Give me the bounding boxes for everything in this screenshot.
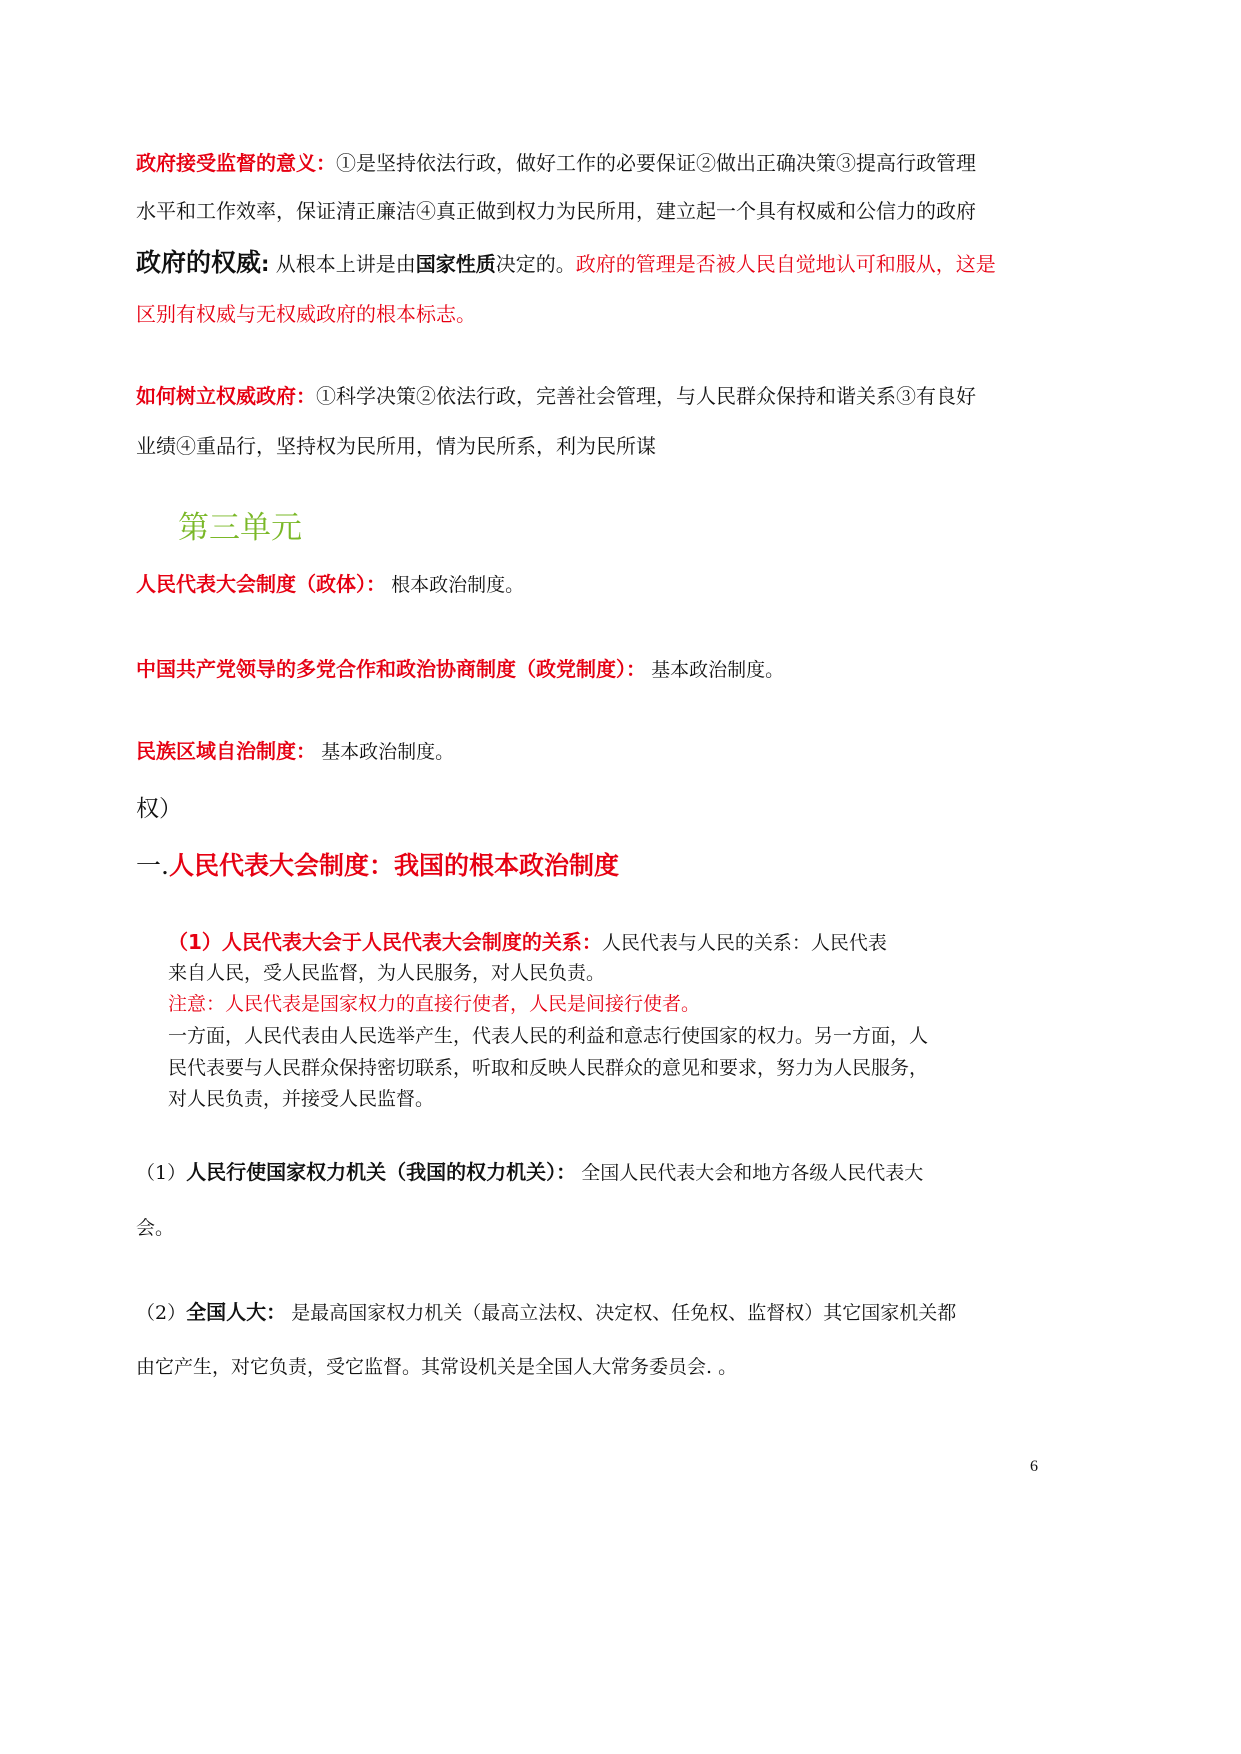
government-authority-heading: 政府的权威: [136, 248, 262, 277]
system-heading-3: 民族区域自治制度：: [136, 739, 316, 763]
system-line-3: [136, 735, 454, 764]
power-organ-heading: 人民行使国家权力机关（我国的权力机关）：: [186, 1160, 577, 1184]
system-body-1: 根本政治制度。: [391, 574, 525, 596]
government-authority-text: 从根本上讲是由: [269, 252, 416, 276]
establish-authority-heading: 如何树立权威政府：: [136, 384, 316, 408]
government-authority-line-1: [136, 243, 996, 279]
government-authority-red-text-2: 区别有权威与无权威政府的根本标志。: [136, 302, 476, 326]
relationship-text-5: 对人民负责，并接受人民监督。: [168, 1088, 435, 1110]
establish-authority-line-2: 业绩④重品行，坚持权为民所用，情为民所系，利为民所谋: [136, 434, 656, 458]
system-heading-1: 人民代表大会制度（政体）：: [136, 572, 386, 596]
relationship-text-2: 来自人民，受人民监督，为人民服务，对人民负责。: [168, 962, 606, 984]
unit-title: 第三单元: [178, 510, 302, 546]
relationship-note: 注意：人民代表是国家权力的直接行使者，人民是间接行使者。: [168, 993, 701, 1015]
npc-text-2: 由它产生，对它负责，受它监督。其常设机关是全国人大常务委员会. 。: [136, 1356, 738, 1378]
power-organ-line-1: [136, 1156, 923, 1185]
relationship-text-1: 人民代表与人民的关系：人民代表: [601, 932, 887, 954]
government-authority-keyword: 国家性质: [415, 252, 496, 276]
supervision-significance-text-1: ①是坚持依法行政，做好工作的必要保证②做出正确决策③提高行政管理: [336, 151, 976, 175]
npc-text-1: 是最高国家权力机关（最高立法权、决定权、任免权、监督权）其它国家机关都: [291, 1302, 957, 1324]
power-organ-text-2: 会。: [136, 1217, 175, 1239]
system-line-2: [136, 653, 784, 682]
government-authority-colon: :: [261, 252, 270, 276]
section-one-heading: [136, 846, 619, 882]
stray-text: 权）: [136, 796, 182, 822]
power-organ-text-1: 全国人民代表大会和地方各级人民代表大: [581, 1162, 924, 1184]
npc-number: （2）: [136, 1302, 187, 1324]
power-organ-number: （1）: [136, 1162, 187, 1184]
supervision-significance-line-2: 水平和工作效率，保证清正廉洁④真正做到权力为民所用，建立起一个具有权威和公信力的政府: [136, 199, 976, 223]
establish-authority-text-1: ①科学决策②依法行政，完善社会管理，与人民群众保持和谐关系③有良好: [316, 384, 976, 408]
section-one-title: 人民代表大会制度：我国的根本政治制度: [168, 851, 619, 880]
system-heading-2: 中国共产党领导的多党合作和政治协商制度（政党制度）：: [136, 657, 646, 681]
system-body-3: 基本政治制度。: [321, 741, 455, 763]
supervision-significance-line-1: [136, 147, 976, 176]
relationship-line-1: [168, 926, 887, 955]
page-number: 6: [1030, 1458, 1038, 1475]
npc-heading: 全国人大：: [186, 1300, 287, 1324]
government-authority-text-2: 决定的。: [495, 252, 576, 276]
section-one-prefix: 一.: [136, 851, 169, 880]
relationship-text-4: 民代表要与人民群众保持密切联系，听取和反映人民群众的意见和要求，努力为人民服务，: [168, 1057, 929, 1079]
government-authority-red-text-1: 政府的管理是否被人民自觉地认可和服从，这是: [575, 252, 996, 276]
establish-authority-line-1: [136, 380, 976, 409]
npc-line-1: [136, 1296, 956, 1325]
system-body-2: 基本政治制度。: [651, 659, 785, 681]
supervision-significance-heading: 政府接受监督的意义：: [136, 151, 336, 175]
relationship-text-3: 一方面，人民代表由人民选举产生，代表人民的利益和意志行使国家的权力。另一方面，人: [168, 1025, 929, 1047]
system-line-1: [136, 568, 524, 597]
relationship-heading: （1）人民代表大会于人民代表大会制度的关系：: [168, 930, 602, 954]
